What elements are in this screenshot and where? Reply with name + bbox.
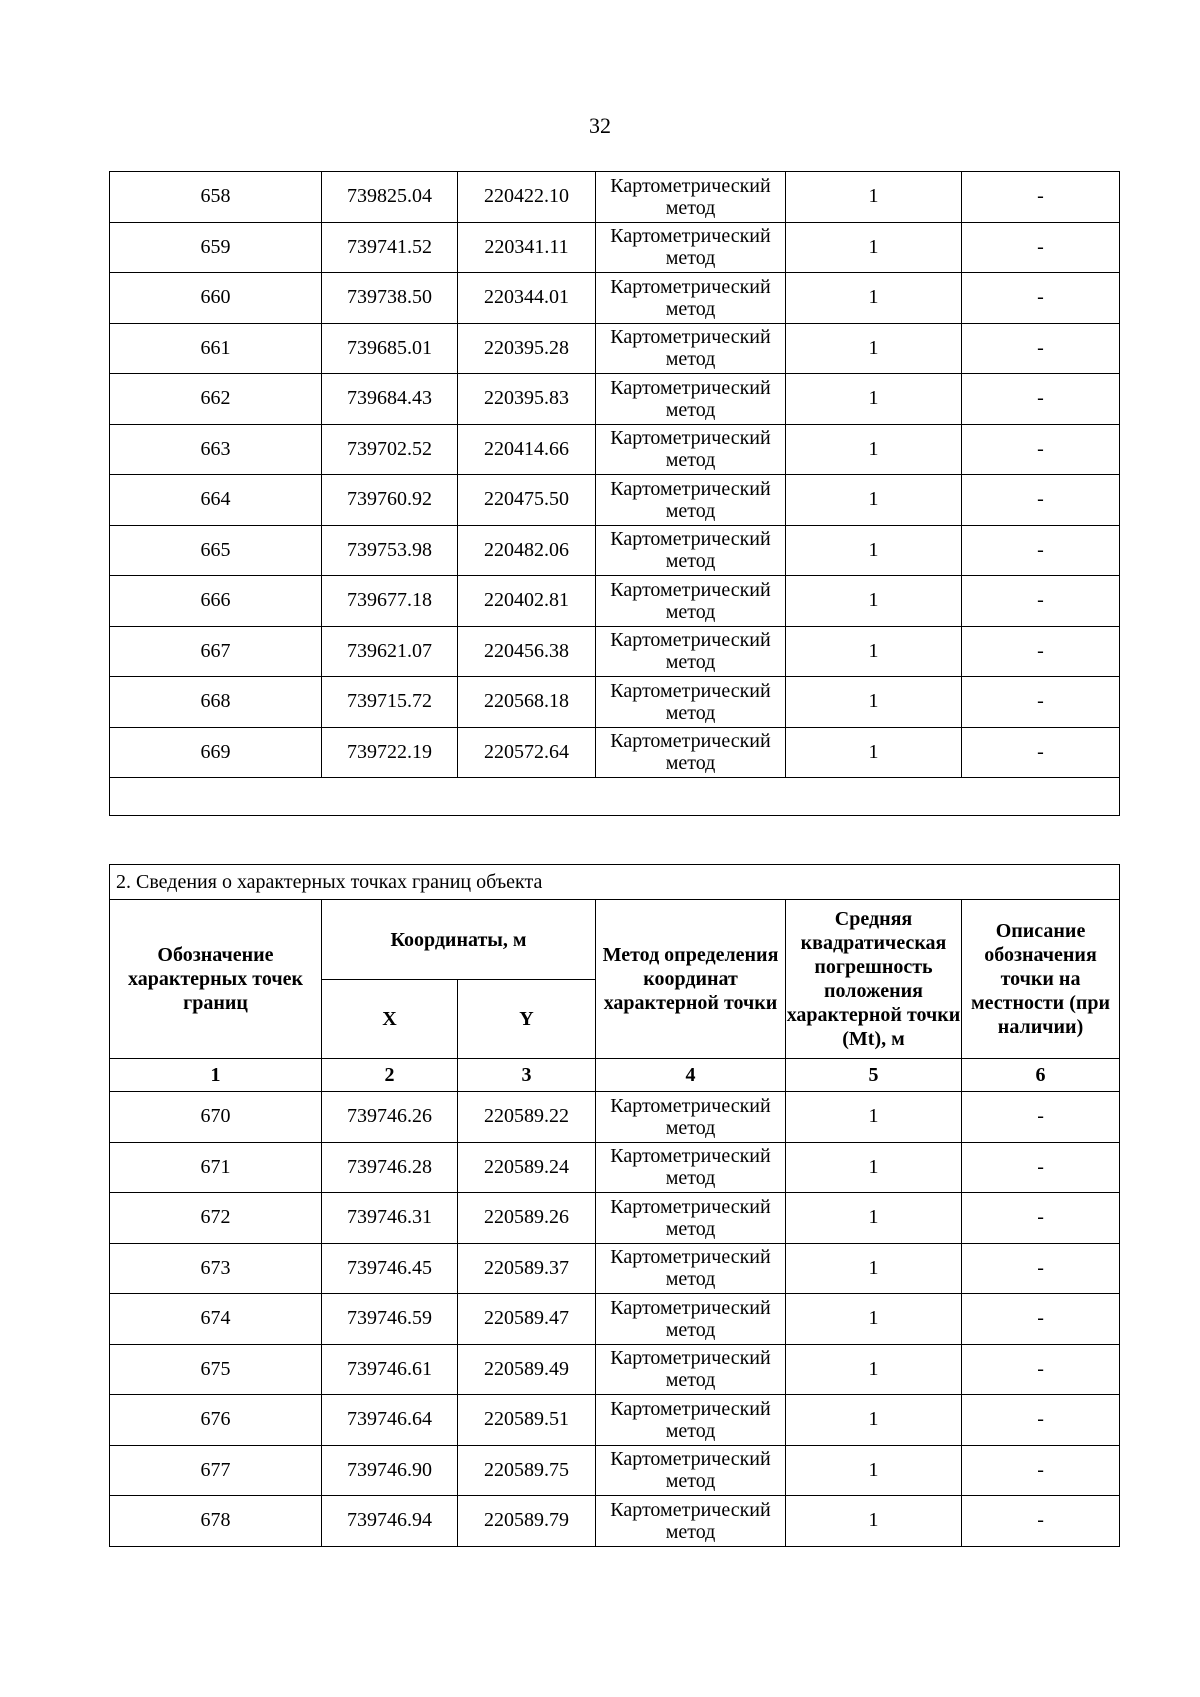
table-row bbox=[110, 1496, 1120, 1547]
description-cell: - bbox=[962, 1142, 1120, 1193]
description-cell: - bbox=[962, 1496, 1120, 1547]
method-cell: Картометрический метод bbox=[596, 374, 786, 425]
description-cell: - bbox=[962, 1193, 1120, 1244]
characteristic-points-table bbox=[109, 864, 1120, 1547]
point-number-cell: 658 bbox=[110, 172, 322, 223]
header-method: Метод определения координат характерной точки bbox=[596, 900, 786, 1059]
description-cell: - bbox=[962, 172, 1120, 223]
error-cell: 1 bbox=[786, 1344, 962, 1395]
y-coordinate-cell: 220414.66 bbox=[458, 424, 596, 475]
error-cell: 1 bbox=[786, 1142, 962, 1193]
table-row bbox=[110, 525, 1120, 576]
table-row bbox=[110, 374, 1120, 425]
point-number-cell: 661 bbox=[110, 323, 322, 374]
point-number-cell: 667 bbox=[110, 626, 322, 677]
error-cell: 1 bbox=[786, 172, 962, 223]
table-row bbox=[110, 424, 1120, 475]
error-cell: 1 bbox=[786, 475, 962, 526]
y-coordinate-cell: 220456.38 bbox=[458, 626, 596, 677]
point-number-cell: 669 bbox=[110, 727, 322, 778]
error-cell: 1 bbox=[786, 626, 962, 677]
description-cell: - bbox=[962, 273, 1120, 324]
error-cell: 1 bbox=[786, 374, 962, 425]
description-cell: - bbox=[962, 475, 1120, 526]
table-row bbox=[110, 475, 1120, 526]
error-cell: 1 bbox=[786, 424, 962, 475]
x-coordinate-cell: 739753.98 bbox=[322, 525, 458, 576]
description-cell: - bbox=[962, 1092, 1120, 1143]
x-coordinate-cell: 739746.26 bbox=[322, 1092, 458, 1143]
y-coordinate-cell: 220589.75 bbox=[458, 1445, 596, 1496]
description-cell: - bbox=[962, 626, 1120, 677]
header-x: X bbox=[322, 980, 458, 1059]
x-coordinate-cell: 739746.64 bbox=[322, 1395, 458, 1446]
error-cell: 1 bbox=[786, 222, 962, 273]
y-coordinate-cell: 220589.79 bbox=[458, 1496, 596, 1547]
table-row bbox=[110, 1142, 1120, 1193]
description-cell: - bbox=[962, 1294, 1120, 1345]
y-coordinate-cell: 220475.50 bbox=[458, 475, 596, 526]
empty-row bbox=[110, 778, 1120, 816]
table-row bbox=[110, 1243, 1120, 1294]
header-designation: Обозначение характерных точек границ bbox=[110, 900, 322, 1059]
method-cell: Картометрический метод bbox=[596, 1445, 786, 1496]
point-number-cell: 659 bbox=[110, 222, 322, 273]
y-coordinate-cell: 220341.11 bbox=[458, 222, 596, 273]
y-coordinate-cell: 220589.24 bbox=[458, 1142, 596, 1193]
error-cell: 1 bbox=[786, 576, 962, 627]
y-coordinate-cell: 220589.26 bbox=[458, 1193, 596, 1244]
column-numbers-row bbox=[110, 1059, 1120, 1092]
description-cell: - bbox=[962, 525, 1120, 576]
error-cell: 1 bbox=[786, 1496, 962, 1547]
point-number-cell: 673 bbox=[110, 1243, 322, 1294]
y-coordinate-cell: 220589.37 bbox=[458, 1243, 596, 1294]
table-row bbox=[110, 1445, 1120, 1496]
page-number: 32 bbox=[589, 113, 611, 138]
y-coordinate-cell: 220344.01 bbox=[458, 273, 596, 324]
point-number-cell: 663 bbox=[110, 424, 322, 475]
column-number: 4 bbox=[596, 1059, 786, 1092]
table-row bbox=[110, 273, 1120, 324]
description-cell: - bbox=[962, 424, 1120, 475]
x-coordinate-cell: 739746.90 bbox=[322, 1445, 458, 1496]
column-number: 2 bbox=[322, 1059, 458, 1092]
column-number: 6 bbox=[962, 1059, 1120, 1092]
error-cell: 1 bbox=[786, 1193, 962, 1244]
header-y: Y bbox=[458, 980, 596, 1059]
table-row bbox=[110, 626, 1120, 677]
method-cell: Картометрический метод bbox=[596, 1294, 786, 1345]
method-cell: Картометрический метод bbox=[596, 273, 786, 324]
y-coordinate-cell: 220395.83 bbox=[458, 374, 596, 425]
section-title: 2. Сведения о характерных точках границ объекта bbox=[110, 865, 1120, 900]
y-coordinate-cell: 220589.51 bbox=[458, 1395, 596, 1446]
table-row bbox=[110, 323, 1120, 374]
empty-cell bbox=[110, 778, 1120, 816]
point-number-cell: 662 bbox=[110, 374, 322, 425]
y-coordinate-cell: 220568.18 bbox=[458, 677, 596, 728]
error-cell: 1 bbox=[786, 677, 962, 728]
column-number: 5 bbox=[786, 1059, 962, 1092]
x-coordinate-cell: 739702.52 bbox=[322, 424, 458, 475]
description-cell: - bbox=[962, 1445, 1120, 1496]
point-number-cell: 672 bbox=[110, 1193, 322, 1244]
y-coordinate-cell: 220589.49 bbox=[458, 1344, 596, 1395]
error-cell: 1 bbox=[786, 323, 962, 374]
table-1-body bbox=[110, 172, 1120, 816]
error-cell: 1 bbox=[786, 273, 962, 324]
point-number-cell: 675 bbox=[110, 1344, 322, 1395]
table-row bbox=[110, 1294, 1120, 1345]
table-row bbox=[110, 576, 1120, 627]
method-cell: Картометрический метод bbox=[596, 1142, 786, 1193]
y-coordinate-cell: 220402.81 bbox=[458, 576, 596, 627]
x-coordinate-cell: 739738.50 bbox=[322, 273, 458, 324]
error-cell: 1 bbox=[786, 1243, 962, 1294]
x-coordinate-cell: 739746.59 bbox=[322, 1294, 458, 1345]
header-coordinates: Координаты, м bbox=[322, 900, 596, 980]
description-cell: - bbox=[962, 374, 1120, 425]
point-number-cell: 670 bbox=[110, 1092, 322, 1143]
point-number-cell: 677 bbox=[110, 1445, 322, 1496]
error-cell: 1 bbox=[786, 1445, 962, 1496]
point-number-cell: 678 bbox=[110, 1496, 322, 1547]
x-coordinate-cell: 739685.01 bbox=[322, 323, 458, 374]
error-cell: 1 bbox=[786, 1092, 962, 1143]
header-error: Средняя квадратическая погрешность положения характерной точки (Mt), м bbox=[786, 900, 962, 1059]
y-coordinate-cell: 220482.06 bbox=[458, 525, 596, 576]
y-coordinate-cell: 220589.47 bbox=[458, 1294, 596, 1345]
method-cell: Картометрический метод bbox=[596, 525, 786, 576]
x-coordinate-cell: 739746.28 bbox=[322, 1142, 458, 1193]
y-coordinate-cell: 220572.64 bbox=[458, 727, 596, 778]
x-coordinate-cell: 739746.94 bbox=[322, 1496, 458, 1547]
description-cell: - bbox=[962, 727, 1120, 778]
table-row bbox=[110, 172, 1120, 223]
y-coordinate-cell: 220589.22 bbox=[458, 1092, 596, 1143]
description-cell: - bbox=[962, 576, 1120, 627]
table-2-body bbox=[110, 1092, 1120, 1547]
method-cell: Картометрический метод bbox=[596, 475, 786, 526]
point-number-cell: 666 bbox=[110, 576, 322, 627]
x-coordinate-cell: 739825.04 bbox=[322, 172, 458, 223]
method-cell: Картометрический метод bbox=[596, 626, 786, 677]
x-coordinate-cell: 739715.72 bbox=[322, 677, 458, 728]
point-number-cell: 676 bbox=[110, 1395, 322, 1446]
method-cell: Картометрический метод bbox=[596, 424, 786, 475]
point-number-cell: 674 bbox=[110, 1294, 322, 1345]
table-row bbox=[110, 1344, 1120, 1395]
table-row bbox=[110, 1092, 1120, 1143]
x-coordinate-cell: 739746.61 bbox=[322, 1344, 458, 1395]
method-cell: Картометрический метод bbox=[596, 1344, 786, 1395]
error-cell: 1 bbox=[786, 1294, 962, 1345]
x-coordinate-cell: 739722.19 bbox=[322, 727, 458, 778]
x-coordinate-cell: 739684.43 bbox=[322, 374, 458, 425]
description-cell: - bbox=[962, 1344, 1120, 1395]
method-cell: Картометрический метод bbox=[596, 1092, 786, 1143]
method-cell: Картометрический метод bbox=[596, 323, 786, 374]
method-cell: Картометрический метод bbox=[596, 677, 786, 728]
method-cell: Картометрический метод bbox=[596, 727, 786, 778]
column-number: 1 bbox=[110, 1059, 322, 1092]
method-cell: Картометрический метод bbox=[596, 1395, 786, 1446]
point-number-cell: 665 bbox=[110, 525, 322, 576]
x-coordinate-cell: 739746.45 bbox=[322, 1243, 458, 1294]
x-coordinate-cell: 739746.31 bbox=[322, 1193, 458, 1244]
method-cell: Картометрический метод bbox=[596, 576, 786, 627]
x-coordinate-cell: 739741.52 bbox=[322, 222, 458, 273]
error-cell: 1 bbox=[786, 1395, 962, 1446]
table-row bbox=[110, 222, 1120, 273]
point-number-cell: 664 bbox=[110, 475, 322, 526]
table-row bbox=[110, 677, 1120, 728]
description-cell: - bbox=[962, 1395, 1120, 1446]
header-description: Описание обозначения точки на местности (при наличии) bbox=[962, 900, 1120, 1059]
x-coordinate-cell: 739760.92 bbox=[322, 475, 458, 526]
table-row bbox=[110, 1193, 1120, 1244]
method-cell: Картометрический метод bbox=[596, 1193, 786, 1244]
point-number-cell: 660 bbox=[110, 273, 322, 324]
column-number: 3 bbox=[458, 1059, 596, 1092]
description-cell: - bbox=[962, 677, 1120, 728]
method-cell: Картометрический метод bbox=[596, 172, 786, 223]
x-coordinate-cell: 739621.07 bbox=[322, 626, 458, 677]
coordinates-table-continued bbox=[109, 171, 1120, 816]
y-coordinate-cell: 220395.28 bbox=[458, 323, 596, 374]
table-row bbox=[110, 727, 1120, 778]
table-row bbox=[110, 1395, 1120, 1446]
method-cell: Картометрический метод bbox=[596, 1496, 786, 1547]
description-cell: - bbox=[962, 1243, 1120, 1294]
error-cell: 1 bbox=[786, 525, 962, 576]
point-number-cell: 668 bbox=[110, 677, 322, 728]
method-cell: Картометрический метод bbox=[596, 222, 786, 273]
error-cell: 1 bbox=[786, 727, 962, 778]
method-cell: Картометрический метод bbox=[596, 1243, 786, 1294]
description-cell: - bbox=[962, 323, 1120, 374]
description-cell: - bbox=[962, 222, 1120, 273]
y-coordinate-cell: 220422.10 bbox=[458, 172, 596, 223]
x-coordinate-cell: 739677.18 bbox=[322, 576, 458, 627]
point-number-cell: 671 bbox=[110, 1142, 322, 1193]
